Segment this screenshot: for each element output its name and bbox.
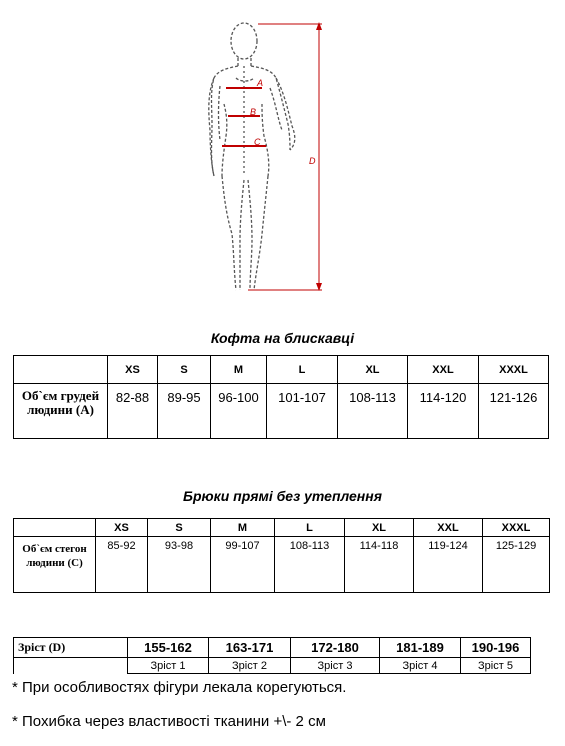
jacket-title: Кофта на блискавці bbox=[210, 330, 355, 346]
header-size: L bbox=[267, 356, 338, 384]
table-cell: 85-92 bbox=[96, 537, 148, 593]
table-cell: 108-113 bbox=[275, 537, 345, 593]
table-cell: 93-98 bbox=[148, 537, 211, 593]
header-size: XXL bbox=[414, 519, 483, 537]
header-size: XS bbox=[108, 356, 158, 384]
height-name: Зріст 4 bbox=[380, 658, 461, 674]
table-row bbox=[14, 384, 549, 439]
header-size: S bbox=[148, 519, 211, 537]
label-d: D bbox=[309, 156, 316, 166]
table-cell: 101-107 bbox=[267, 384, 338, 439]
table-header-row bbox=[14, 356, 549, 384]
label-b: B bbox=[250, 107, 257, 117]
table-cell: 108-113 bbox=[338, 384, 408, 439]
pants-size-table bbox=[13, 518, 550, 593]
row-label: Об`єм грудей людини (А) bbox=[14, 384, 108, 439]
header-size: XXXL bbox=[483, 519, 550, 537]
body-measurement-figure bbox=[0, 0, 565, 310]
header-size: XS bbox=[96, 519, 148, 537]
table-header-row bbox=[14, 519, 550, 537]
height-range: 155-162 bbox=[128, 638, 209, 658]
header-size: XXXL bbox=[479, 356, 549, 384]
height-range: 190-196 bbox=[461, 638, 531, 658]
table-cell: 114-120 bbox=[408, 384, 479, 439]
height-name: Зріст 2 bbox=[209, 658, 291, 674]
table-cell: 125-129 bbox=[483, 537, 550, 593]
height-empty-cell bbox=[14, 658, 128, 674]
table-row bbox=[14, 537, 550, 593]
height-table bbox=[13, 637, 531, 674]
table-header-row bbox=[14, 638, 531, 658]
height-range: 163-171 bbox=[209, 638, 291, 658]
jacket-size-table bbox=[13, 355, 549, 439]
mannequin-outline bbox=[209, 23, 295, 290]
height-range: 172-180 bbox=[291, 638, 380, 658]
label-c: C bbox=[254, 137, 261, 147]
table-cell: 119-124 bbox=[414, 537, 483, 593]
note-pattern-adjust: * При особливостях фігури лекала корегуються. bbox=[12, 679, 347, 696]
table-cell: 121-126 bbox=[479, 384, 549, 439]
header-size: M bbox=[211, 519, 275, 537]
height-name: Зріст 1 bbox=[128, 658, 209, 674]
header-empty bbox=[14, 356, 108, 384]
header-size: S bbox=[158, 356, 211, 384]
header-size: XL bbox=[345, 519, 414, 537]
note-fabric-tolerance: * Похибка через властивості тканини +\- 2 см bbox=[12, 713, 326, 730]
header-size: XL bbox=[338, 356, 408, 384]
table-cell: 96-100 bbox=[211, 384, 267, 439]
height-range: 181-189 bbox=[380, 638, 461, 658]
label-a: A bbox=[257, 78, 264, 88]
header-empty bbox=[14, 519, 96, 537]
height-name: Зріст 5 bbox=[461, 658, 531, 674]
height-name: Зріст 3 bbox=[291, 658, 380, 674]
table-row bbox=[14, 658, 531, 674]
header-size: L bbox=[275, 519, 345, 537]
row-label: Об`єм стегон людини (C) bbox=[14, 537, 96, 593]
table-cell: 89-95 bbox=[158, 384, 211, 439]
header-size: M bbox=[211, 356, 267, 384]
table-cell: 99-107 bbox=[211, 537, 275, 593]
table-cell: 114-118 bbox=[345, 537, 414, 593]
height-label: Зріст (D) bbox=[14, 638, 128, 658]
header-size: XXL bbox=[408, 356, 479, 384]
table-cell: 82-88 bbox=[108, 384, 158, 439]
height-arrow-up bbox=[316, 22, 322, 30]
pants-title: Брюки прямі без утеплення bbox=[183, 488, 382, 504]
